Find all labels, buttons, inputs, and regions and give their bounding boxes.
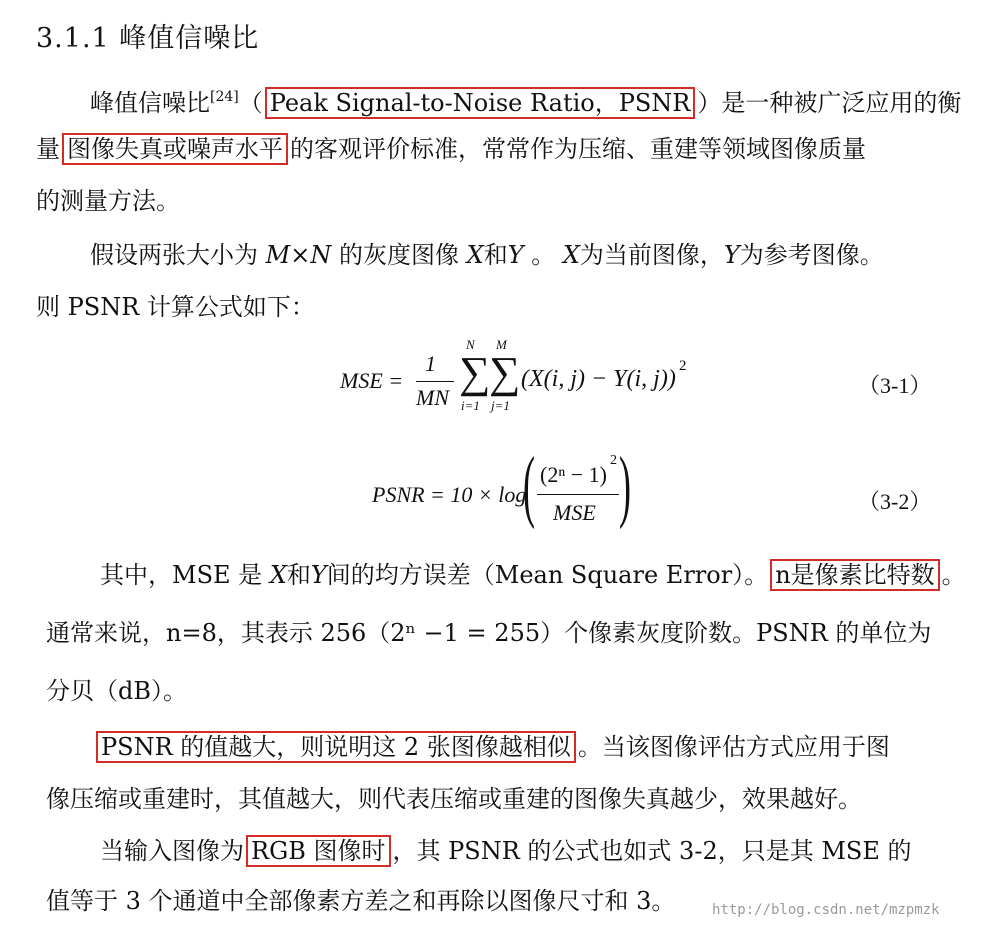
para5-text-a: 当输入图像为 — [100, 837, 244, 865]
var-x: X — [466, 241, 484, 269]
psnr-left-paren: ( — [523, 442, 535, 530]
mse-power: 2 — [679, 358, 687, 374]
para2-line1 — [90, 238, 884, 272]
psnr-fraction-bar — [537, 494, 619, 495]
sum2-lower: j=1 — [491, 398, 510, 413]
para1-term: 峰值信噪比 — [90, 89, 210, 117]
var-x-2: X — [562, 241, 580, 269]
mse-lhs: MSE = — [340, 368, 404, 393]
section-number: 3.1.1 — [36, 23, 110, 54]
var-y: Y — [507, 241, 524, 269]
var-y-2: Y — [723, 241, 740, 269]
highlight-psnr-english: Peak Signal-to-Noise Ratio，PSNR — [265, 87, 696, 119]
para2-text-d: 。 — [531, 241, 556, 269]
para2-text-c: 和 — [483, 241, 508, 269]
highlight-distortion-noise: 图像失真或噪声水平 — [62, 133, 288, 165]
equation-number-3-1: （3-1） — [858, 373, 932, 398]
psnr-lhs — [372, 482, 526, 508]
highlight-rgb-image: RGB 图像时 — [246, 835, 391, 867]
sum1-lower: i=1 — [461, 398, 480, 413]
highlight-bit-depth: n是像素比特数 — [770, 559, 939, 591]
para1-line2 — [36, 132, 866, 166]
para2-text-e: 为当前图像， — [579, 241, 724, 269]
para4-line2: 像压缩或重建时，其值越大，则代表压缩或重建的图像失真越少，效果越好。 — [46, 785, 862, 813]
sum1-upper: N — [466, 337, 475, 352]
para4-text-a: 。当该图像评估方式应用于图 — [577, 733, 890, 761]
para3-text-c: 间的均方误差（Mean Square Error）。 — [326, 561, 769, 589]
para3-line2: 通常来说，n=8，其表示 256（2ⁿ −1 = 255）个像素灰度阶数。PSNR 的单位为 — [46, 619, 932, 647]
para3-text-d: 。 — [941, 561, 966, 589]
watermark-url: http://blog.csdn.net/mzpmzk — [712, 902, 940, 918]
section-title: 峰值信噪比 — [119, 23, 260, 54]
mse-frac-num: 1 — [425, 351, 436, 376]
para5-line1 — [100, 834, 912, 868]
para2-text-f: 为参考图像。 — [739, 241, 884, 269]
mse-fraction-bar — [416, 381, 454, 382]
var-x-3: X — [269, 561, 287, 589]
mse-summand: (X(i, j) − Y(i, j)) — [521, 366, 676, 392]
para1-text-a: ）是一种被广泛应用的衡 — [697, 89, 962, 117]
para2-text-a: 假设两张大小为 — [90, 241, 258, 269]
psnr-right-paren: ) — [619, 442, 631, 530]
para1-line1 — [90, 80, 961, 120]
sum2-sigma: ∑ — [489, 348, 521, 397]
para3-line3: 分贝（dB）。 — [46, 677, 187, 705]
sum2-upper: M — [496, 337, 507, 352]
highlight-psnr-larger: PSNR 的值越大，则说明这 2 张图像越相似 — [96, 731, 576, 763]
mse-frac-den: MN — [416, 385, 449, 410]
open-paren: （ — [238, 89, 263, 117]
para5-line2: 值等于 3 个通道中全部像素方差之和再除以图像尺寸和 3。 — [46, 887, 676, 915]
reference-marker: [24] — [210, 89, 239, 105]
psnr-denominator: MSE — [553, 500, 596, 525]
section-heading — [36, 16, 259, 55]
psnr-num-power: 2 — [610, 453, 617, 468]
var-m-times-n: M×N — [265, 241, 332, 269]
para4-line1 — [94, 730, 890, 764]
para3-line1 — [100, 558, 966, 592]
para2-text-b: 的灰度图像 — [338, 241, 459, 269]
para3-text-b: 和 — [286, 561, 311, 589]
para1-line2-end: 的客观评价标准，常常作为压缩、重建等领域图像质量 — [290, 135, 866, 163]
para1-line2-start: 量 — [36, 135, 60, 163]
var-y-3: Y — [310, 561, 327, 589]
para3-text-a: 其中，MSE 是 — [100, 561, 263, 589]
sum1-sigma: ∑ — [459, 348, 491, 397]
equation-number-3-2: （3-2） — [858, 489, 932, 514]
para1-line3: 的测量方法。 — [36, 187, 180, 215]
psnr-numerator: (2ⁿ − 1) — [540, 462, 607, 487]
para5-text-b: ，其 PSNR 的公式也如式 3-2，只是其 MSE 的 — [392, 837, 912, 865]
psnr-lhs-text: PSNR = 10 × log — [372, 482, 527, 507]
para2-line2: 则 PSNR 计算公式如下： — [36, 293, 315, 321]
